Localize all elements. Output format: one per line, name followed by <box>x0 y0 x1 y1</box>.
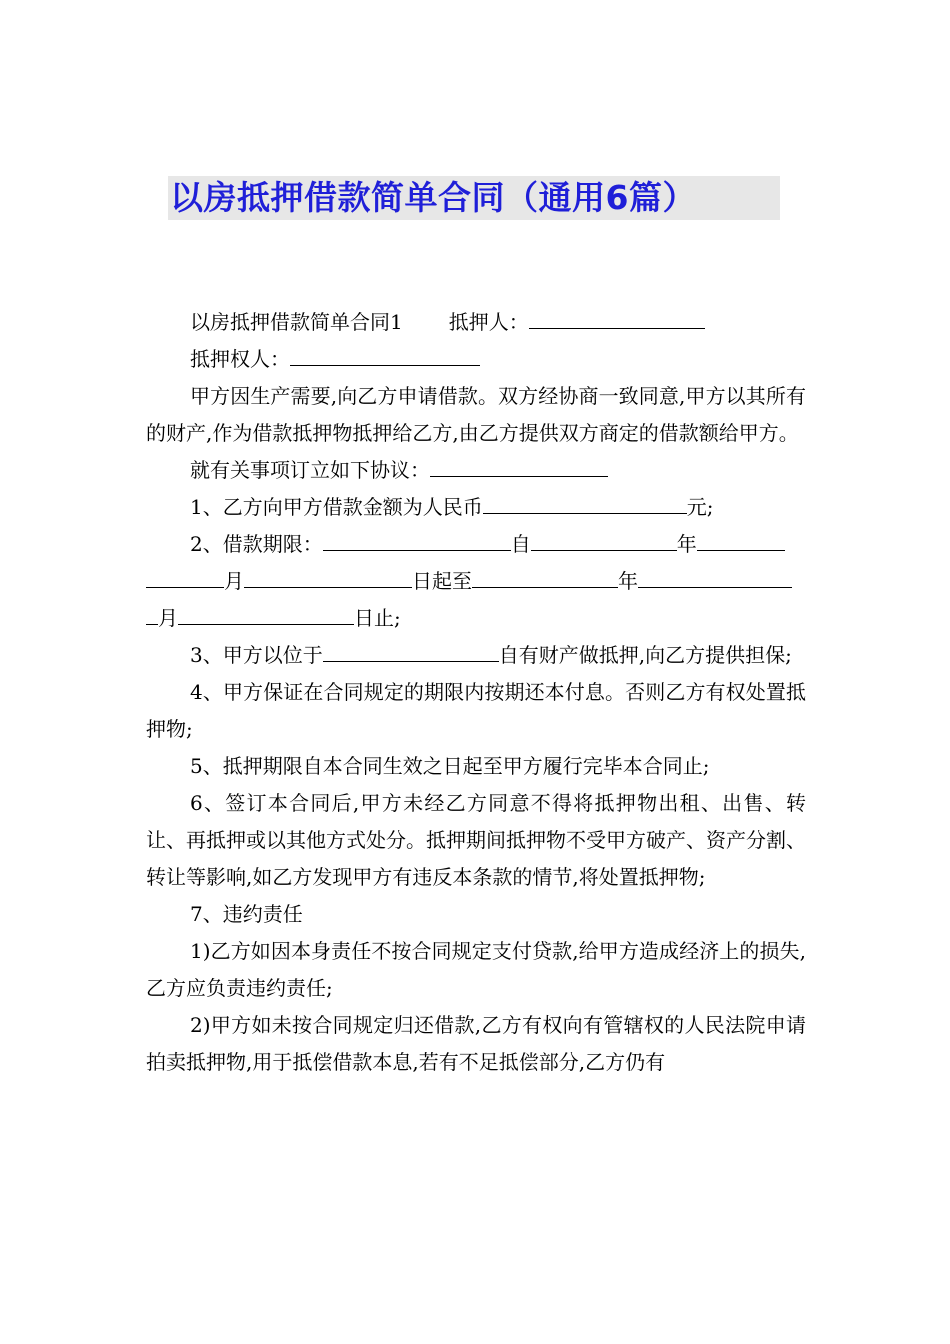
agreement-intro: 就有关事项订立如下协议： <box>190 458 430 482</box>
month-pre-blank <box>146 565 224 588</box>
paragraph-4 <box>146 452 806 489</box>
from-label: 自 <box>510 532 531 556</box>
month2-label: 月 <box>158 606 178 630</box>
clause-2-line-3 <box>146 600 806 637</box>
clause-2-text: 2、借款期限： <box>190 532 323 556</box>
paragraph-13: 2)甲方如未按合同规定归还借款,乙方有权向有管辖权的人民法院申请拍卖抵押物,用于抵偿借款本息,若有不足抵偿部分,乙方仍有 <box>146 1013 806 1074</box>
paragraph-5 <box>146 489 806 526</box>
clause-2-line-2 <box>146 563 806 600</box>
contract-heading: 以房抵押借款简单合同1 <box>190 310 403 334</box>
clause-1-unit: 元; <box>686 495 714 519</box>
year-blank <box>697 528 785 551</box>
mortgagee-label: 抵押权人： <box>190 347 290 371</box>
mortgagor-blank <box>529 306 705 329</box>
paragraph-8: 4、甲方保证在合同规定的期限内按期还本付息。否则乙方有权处置抵押物; <box>146 680 806 741</box>
term-blank <box>323 528 511 551</box>
year-label: 年 <box>676 532 697 556</box>
month-blank <box>244 565 412 588</box>
year2-label: 年 <box>618 569 638 593</box>
paragraph-12: 1)乙方如因本身责任不按合同规定支付贷款,给甲方造成经济上的损失,乙方应负责违约责任; <box>146 939 806 1000</box>
agreement-blank <box>430 454 608 477</box>
paragraph-11: 7、违约责任 <box>190 902 303 926</box>
mortgagor-label: 抵押人： <box>448 310 529 334</box>
from-blank <box>531 528 677 551</box>
month-label: 月 <box>224 569 244 593</box>
month2-pre-blank <box>146 602 158 625</box>
month2-blank <box>178 602 354 625</box>
paragraph-9: 5、抵押期限自本合同生效之日起至甲方履行完毕本合同止; <box>190 754 710 778</box>
document-body <box>146 304 806 1081</box>
paragraph-10: 6、签订本合同后,甲方未经乙方同意不得将抵押物出租、出售、转让、再抵押或以其他方式处分。抵押期间抵押物不受甲方破产、资产分割、转让等影响,如乙方发现甲方有违反本条款的情节,将处置抵押物; <box>146 791 806 889</box>
end-label: 日止; <box>354 606 401 630</box>
day-label: 日起至 <box>412 569 472 593</box>
paragraph-1 <box>146 304 806 341</box>
clause-2-line-1 <box>146 526 806 563</box>
paragraph-2 <box>146 341 806 378</box>
document-title: 以房抵押借款简单合同（通用6篇） <box>170 178 696 217</box>
clause-1-text: 1、乙方向甲方借款金额为人民币 <box>190 495 483 519</box>
clause-3-rest: 自有财产做抵押,向乙方提供担保; <box>498 643 792 667</box>
paragraph-6 <box>146 526 806 637</box>
mortgagee-blank <box>290 343 480 366</box>
paragraph-3: 甲方因生产需要,向乙方申请借款。双方经协商一致同意,甲方以其所有的财产,作为借款抵押物抵押给乙方,由乙方提供双方商定的借款额给甲方。 <box>146 384 806 445</box>
clause-3-text: 3、甲方以位于 <box>190 643 323 667</box>
day-blank <box>472 565 618 588</box>
property-location-blank <box>323 639 499 662</box>
paragraph-7 <box>146 637 806 674</box>
year2-blank <box>638 565 792 588</box>
loan-amount-blank <box>483 491 687 514</box>
